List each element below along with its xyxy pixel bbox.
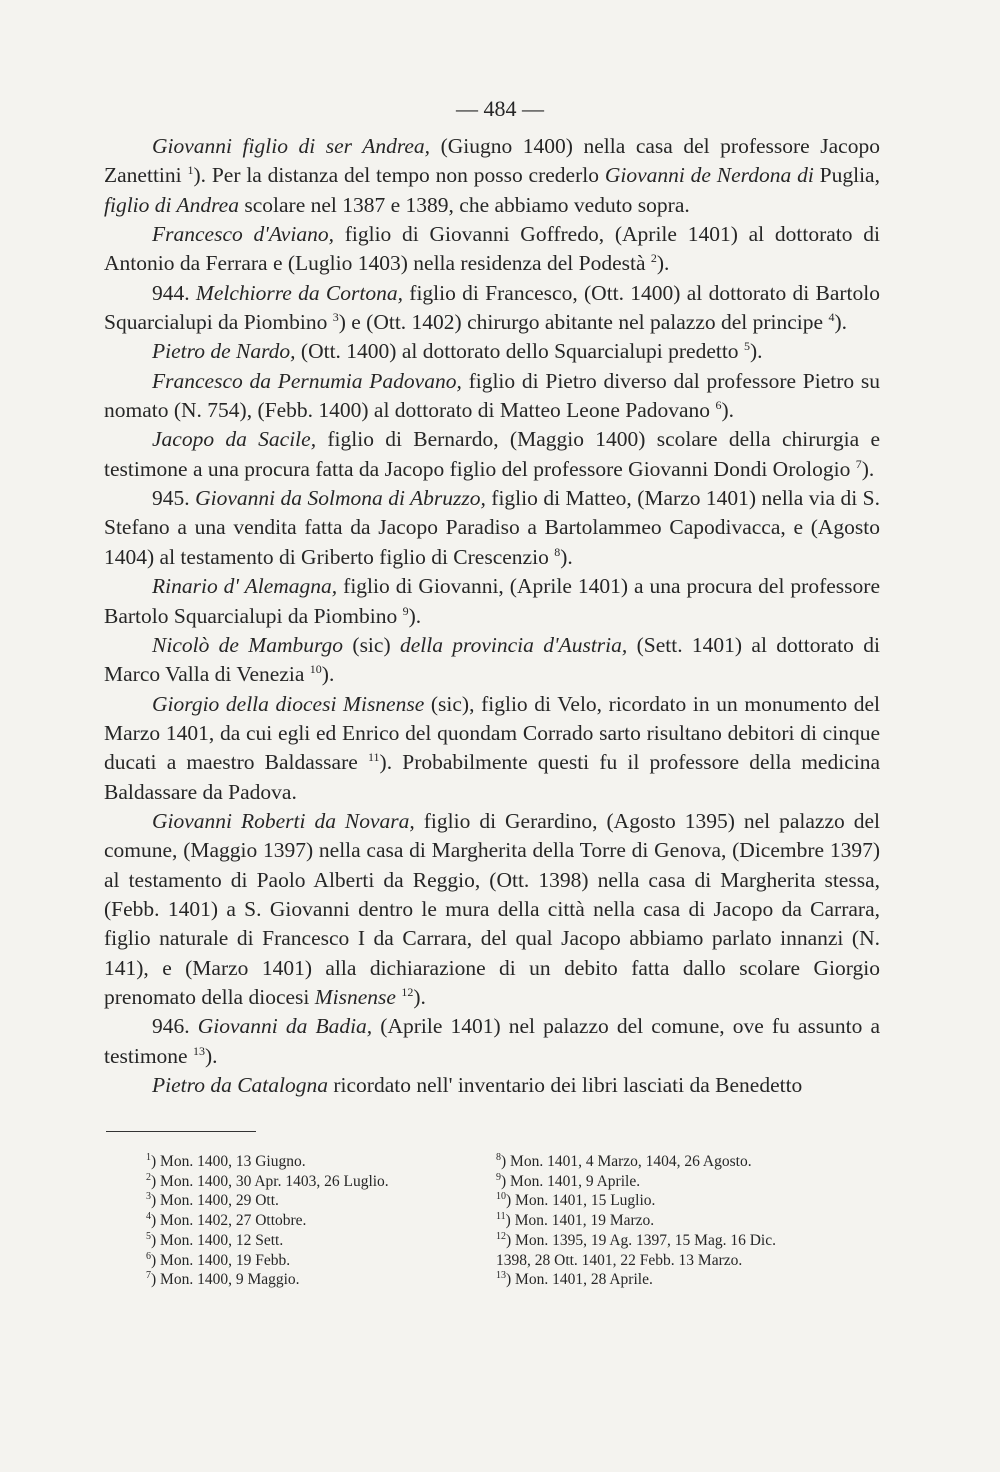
text-run: Pietro da Catalogna xyxy=(152,1073,328,1097)
footnote-ref: 7 xyxy=(855,456,862,471)
footnote-paren: ) xyxy=(151,1271,161,1289)
footnote-number: 7 xyxy=(146,1270,151,1282)
text-run: ). xyxy=(560,544,573,569)
footnote-separator xyxy=(106,1131,256,1132)
page-number: — 484 — xyxy=(456,96,544,121)
text-run: scolare nel 1387 e 1389, che abbiamo veduto sopra. xyxy=(238,192,690,217)
footnote-ref: 9 xyxy=(402,603,409,618)
footnote-number: 12 xyxy=(496,1230,506,1242)
footnote-ref: 4 xyxy=(828,309,835,324)
text-run: 946. xyxy=(152,1014,198,1039)
footnote xyxy=(496,1152,886,1172)
footnote-number: 6 xyxy=(146,1250,151,1262)
paragraph xyxy=(104,631,880,690)
paragraph xyxy=(104,1071,880,1100)
text-run: Giovanni figlio di ser Andrea, xyxy=(152,134,431,158)
text-run: 945. xyxy=(152,486,196,511)
footnote-number: 9 xyxy=(496,1171,501,1183)
text-run: (sic) xyxy=(343,632,400,657)
footnote-paren: ) xyxy=(151,1192,161,1210)
footnote-ref: 2 xyxy=(650,251,657,266)
text-run: figlio di Pietro diverso dal professore Pietro su nomato (N. 754), (Febb. 1400) al dottorato di Matteo Leone Padovano xyxy=(104,368,881,423)
text-run: ) e (Ott. 1402) chirurgo abitante nel palazzo del principe xyxy=(338,310,829,335)
text-run: figlio di Giovanni, (Aprile 1401) a una procura del professore Bartolo Squarcialupi da Piombino xyxy=(104,574,880,628)
footnote-ref: 1 xyxy=(187,163,194,178)
footnote xyxy=(496,1191,886,1211)
footnote-text: Mon. 1401, 15 Luglio. xyxy=(515,1192,656,1210)
text-run: ). xyxy=(861,456,875,481)
footnote xyxy=(146,1270,476,1290)
text-run: figlio di Matteo, (Marzo 1401) nella via di S. Stefano a una vendita fatta da Jacopo Paradiso a Bartolammeo Capodivacca, e (Agosto 1404) al testamento di Griberto figlio di Crescenzio xyxy=(104,486,880,569)
footnote-paren: ) xyxy=(151,1212,161,1230)
footnote xyxy=(146,1211,476,1231)
text-run: 944. xyxy=(152,280,196,305)
footnote-paren: ) xyxy=(151,1172,161,1190)
footnote-number: 10 xyxy=(496,1191,506,1203)
footnote-text: Mon. 1400, 9 Maggio. xyxy=(160,1271,300,1289)
footnote-text: Mon. 1401, 28 Aprile. xyxy=(515,1271,653,1289)
footnote-number: 2 xyxy=(146,1171,151,1183)
footnote xyxy=(496,1211,886,1231)
footnote xyxy=(146,1251,476,1271)
footnote xyxy=(146,1191,476,1211)
text-run: ). xyxy=(656,251,670,276)
footnote xyxy=(146,1231,476,1251)
footnote-ref: 8 xyxy=(554,544,561,559)
footnotes-left-column xyxy=(146,1152,476,1290)
footnote-paren: ) xyxy=(501,1172,511,1190)
footnote-number: 1 xyxy=(146,1151,151,1163)
text-run: (Ott. 1400) al dottorato dello Squarcialupi predetto xyxy=(295,339,744,364)
text-run: ). xyxy=(321,662,335,687)
footnote-number: 5 xyxy=(146,1230,151,1242)
text-run: Francesco da Pernumia Padovano, xyxy=(152,368,462,393)
footnote-number: 4 xyxy=(146,1210,151,1222)
text-run: figlio di Gerardino, (Agosto 1395) nel palazzo del comune, (Maggio 1397) nella casa di Margherita della Torre di Genova, (Dicembre 1397) al testamento di Paolo Alberti da Reggio, (Ott. 1398) nella casa di Margherita stessa, (Febb. 1401) a S. Giovanni dentro le mura della città nella casa di Jacopo da Carrara, figlio naturale di Francesco I da Carrara, del qual Jacopo abbiamo parlato innanzi (N. 141), e (Marzo 1401) alla dichiarazione di un debito fatta dallo scolare Giorgio prenomato della diocesi xyxy=(104,808,880,1009)
footnote-text: Mon. 1402, 27 Ottobre. xyxy=(160,1212,307,1230)
paragraph xyxy=(104,132,880,220)
text-run: ricordato nell' inventario dei libri lasciati da Benedetto xyxy=(327,1073,803,1097)
footnote-ref: 3 xyxy=(332,309,339,324)
paragraph xyxy=(104,425,880,484)
footnote xyxy=(146,1152,476,1172)
text-run: Giovanni da Badia, xyxy=(197,1014,373,1039)
text-run: Nicolò de Mamburgo xyxy=(152,632,344,657)
text-run: Giorgio della diocesi Misnense xyxy=(152,691,425,716)
footnote xyxy=(496,1172,886,1192)
text-run: ). Per la distanza del tempo non posso crederlo xyxy=(193,163,605,188)
footnote-text: Mon. 1400, 12 Sett. xyxy=(160,1231,284,1249)
text-run: Giovanni Roberti da Novara, xyxy=(152,808,415,833)
text-run: figlio di Bernardo, (Maggio 1400) scolare della chirurgia e testimone a una procura fatta da Jacopo figlio del professore Giovanni Dondi Orologio xyxy=(104,427,880,481)
text-run: della provincia d'Austria, xyxy=(399,632,628,657)
footnote-text: Mon. 1400, 19 Febb. xyxy=(160,1251,291,1269)
footnote-text: Mon. 1401, 4 Marzo, 1404, 26 Agosto. xyxy=(510,1153,752,1170)
footnote-number: 11 xyxy=(496,1210,506,1222)
footnotes-right-column xyxy=(496,1152,886,1290)
text-run: figlio di Andrea xyxy=(104,192,239,217)
footnote-ref: 5 xyxy=(743,339,750,354)
footnote-ref: 13 xyxy=(192,1043,205,1058)
footnote-ref: 6 xyxy=(715,397,722,412)
text-run: Pietro de Nardo, xyxy=(152,339,296,364)
paragraph xyxy=(104,367,880,426)
footnote-paren: ) xyxy=(151,1231,161,1249)
text-run: (Sett. 1401) al dottorato di Marco Valla di Venezia xyxy=(104,632,880,687)
text-run: ). Probabilmente questi fu il professore della medicina Baldassare da Padova. xyxy=(104,750,881,804)
text-run: Giovanni da Solmona di Abruzzo, xyxy=(195,486,486,511)
text-run: Puglia, xyxy=(813,163,880,188)
paragraph xyxy=(104,337,880,366)
text-run: Francesco d'Aviano, xyxy=(152,222,334,247)
footnote-paren: ) xyxy=(506,1231,516,1249)
text-run: (Giugno 1400) nella casa del professore Jacopo Zanettini xyxy=(104,134,880,188)
footnote-ref: 11 xyxy=(367,750,380,765)
footnote-paren: ) xyxy=(151,1153,161,1170)
footnote-paren: ) xyxy=(506,1271,516,1289)
body-text xyxy=(104,132,880,1100)
text-run: Misnense xyxy=(314,984,396,1009)
paragraph xyxy=(104,279,880,338)
footnote-text: Mon. 1401, 9 Aprile. xyxy=(510,1172,641,1190)
text-run: ). xyxy=(721,398,734,423)
footnote-number: 3 xyxy=(146,1191,151,1203)
footnote-paren: ) xyxy=(501,1153,511,1170)
text-run: Melchiorre da Cortona, xyxy=(195,280,403,305)
footnote-text: Mon. 1400, 30 Apr. 1403, 26 Luglio. xyxy=(160,1172,389,1190)
text-run: Giovanni de Nerdona di xyxy=(604,163,814,188)
footnote-number: 13 xyxy=(496,1270,506,1282)
paragraph xyxy=(104,220,880,279)
paragraph xyxy=(104,690,880,807)
text-run: Jacopo da Sacile, xyxy=(152,427,317,452)
text-run: ). xyxy=(204,1043,218,1068)
text-run: ). xyxy=(413,984,426,1009)
text-run: ). xyxy=(408,603,422,628)
footnote-paren: ) xyxy=(151,1251,161,1269)
text-run: figlio di Giovanni Goffredo, (Aprile 1401) al dottorato di Antonio da Ferrara e (Luglio 1403) nella residenza del Podestà xyxy=(104,222,880,276)
footnote xyxy=(496,1251,886,1271)
footnote xyxy=(146,1172,476,1192)
footnote-text: 1398, 28 Ott. 1401, 22 Febb. 13 Marzo. xyxy=(496,1251,743,1269)
footnote-text: Mon. 1395, 19 Ag. 1397, 15 Mag. 16 Dic. xyxy=(515,1231,776,1249)
text-run: Rinario d' Alemagna, xyxy=(152,574,338,599)
footnote-text: Mon. 1400, 13 Giugno. xyxy=(160,1153,306,1170)
footnote-paren: ) xyxy=(505,1212,515,1230)
text-run: ). xyxy=(749,339,763,364)
text-run: (sic), figlio di Velo, ricordato in un monumento del Marzo 1401, da cui egli ed Enrico del quondam Corrado sarto risultano debitori di cinque ducati a maestro Baldassare xyxy=(104,691,880,775)
footnote-paren: ) xyxy=(506,1192,516,1210)
footnote-ref: 10 xyxy=(309,662,322,677)
footnote-ref: 12 xyxy=(401,984,414,999)
footnote xyxy=(496,1270,886,1290)
text-run: (Aprile 1401) nel palazzo del comune, ove fu assunto a testimone xyxy=(104,1014,881,1068)
paragraph xyxy=(104,1012,880,1071)
paragraph xyxy=(104,572,880,631)
paragraph xyxy=(104,807,880,1012)
footnote-number: 8 xyxy=(496,1151,501,1163)
text-run: figlio di Francesco, (Ott. 1400) al dottorato di Bartolo Squarcialupi da Piombino xyxy=(104,280,881,335)
footnote xyxy=(496,1231,886,1251)
footnote-text: Mon. 1401, 19 Marzo. xyxy=(514,1212,655,1230)
paragraph xyxy=(104,484,880,572)
footnote-text: Mon. 1400, 29 Ott. xyxy=(160,1192,279,1210)
text-run: ). xyxy=(834,310,847,335)
